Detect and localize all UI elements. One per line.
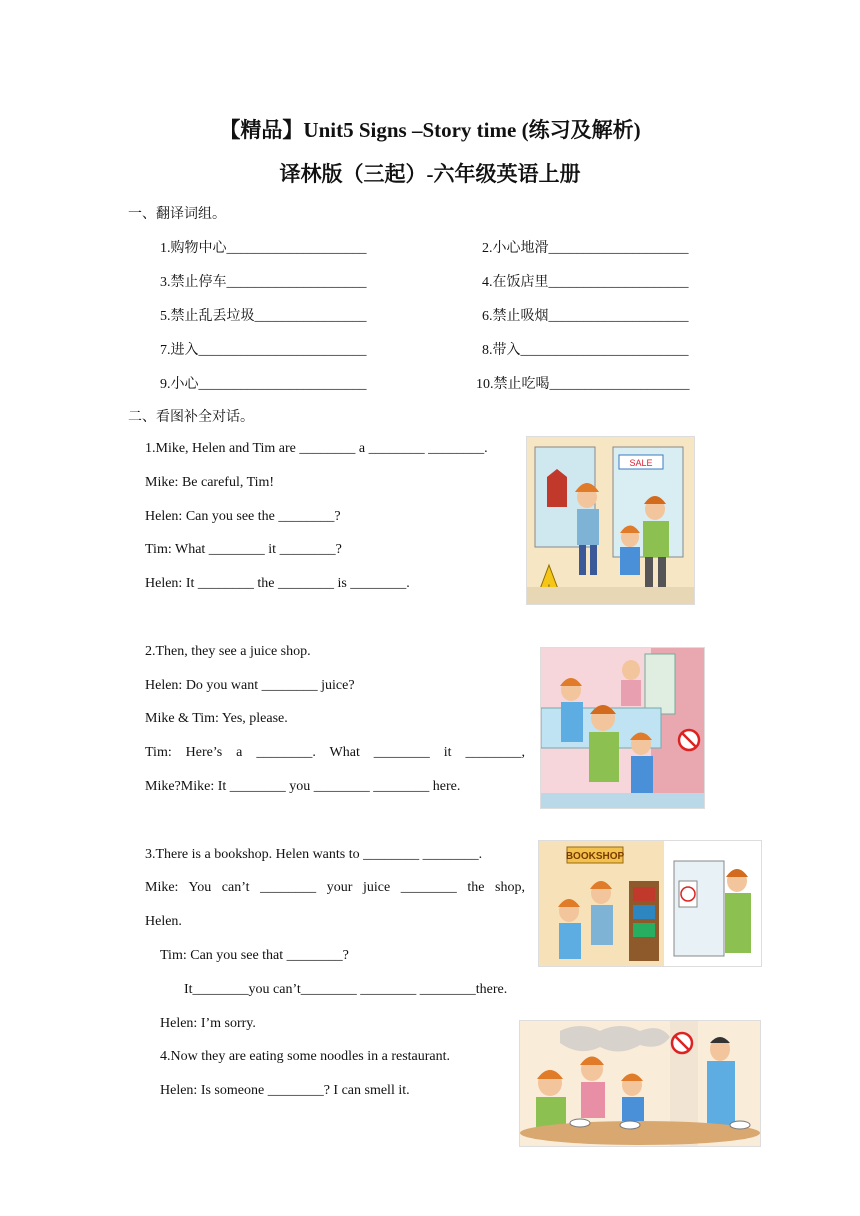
page-title: 【精品】Unit5 Signs –Story time (练习及解析) xyxy=(219,118,641,142)
bookshop-sign-text: BOOKSHOP xyxy=(565,851,625,862)
illustration-restaurant xyxy=(519,1020,761,1147)
q4-line: Helen: Is someone ________? I can smell it. xyxy=(160,1083,410,1098)
sale-sign-text: SALE xyxy=(629,458,653,468)
illustration-shopping-mall xyxy=(526,436,695,605)
q2-line: Helen: Do you want ________ juice? xyxy=(145,678,355,693)
q3-line: Helen: I’m sorry. xyxy=(160,1016,256,1031)
vocab-item: 6.禁止吸烟____________________ xyxy=(482,309,689,324)
illustration-bookshop xyxy=(538,840,762,967)
q1-line: Tim: What ________ it ________? xyxy=(145,542,342,557)
q4-line: 4.Now they are eating some noodles in a restaurant. xyxy=(160,1049,451,1064)
section2-heading: 二、看图补全对话。 xyxy=(128,410,254,425)
q2-line: Mike & Tim: Yes, please. xyxy=(145,711,288,726)
vocab-item: 3.禁止停车____________________ xyxy=(160,275,367,290)
q1-line: Helen: Can you see the ________? xyxy=(145,509,341,524)
vocab-item: 4.在饭店里____________________ xyxy=(482,275,689,290)
q1-line: Mike: Be careful, Tim! xyxy=(145,475,275,490)
q2-line: 2.Then, they see a juice shop. xyxy=(145,644,311,659)
q2-line: Mike?Mike: It ________ you ________ ________ here. xyxy=(145,779,461,794)
q1-line: 1.Mike, Helen and Tim are ________ a ________ ________. xyxy=(145,441,488,456)
q3-line: Mike: You can’t ________ your juice ________ the shop, xyxy=(145,880,525,895)
q2-line: Tim: Here’s a ________. What ________ it ________, xyxy=(145,745,525,760)
section1-heading: 一、翻译词组。 xyxy=(128,207,226,222)
vocab-item: 5.禁止乱丢垃圾________________ xyxy=(160,309,367,324)
vocab-item: 7.进入________________________ xyxy=(160,343,367,358)
vocab-item: 8.带入________________________ xyxy=(482,343,689,358)
q3-line: Tim: Can you see that ________? xyxy=(160,948,349,963)
vocab-item: 10.禁止吃喝____________________ xyxy=(476,377,690,392)
q3-line: It________you can’t________ ________ ________there. xyxy=(184,982,508,997)
q3-line: Helen. xyxy=(145,914,182,929)
vocab-item: 2.小心地滑____________________ xyxy=(482,241,689,256)
vocab-item: 9.小心________________________ xyxy=(160,377,367,392)
q1-line: Helen: It ________ the ________ is ________. xyxy=(145,576,410,591)
illustration-juice-shop xyxy=(540,647,705,809)
q3-line: 3.There is a bookshop. Helen wants to ________ ________. xyxy=(145,847,483,862)
page-subtitle: 译林版（三起）-六年级英语上册 xyxy=(279,162,581,186)
vocab-item: 1.购物中心____________________ xyxy=(160,241,367,256)
